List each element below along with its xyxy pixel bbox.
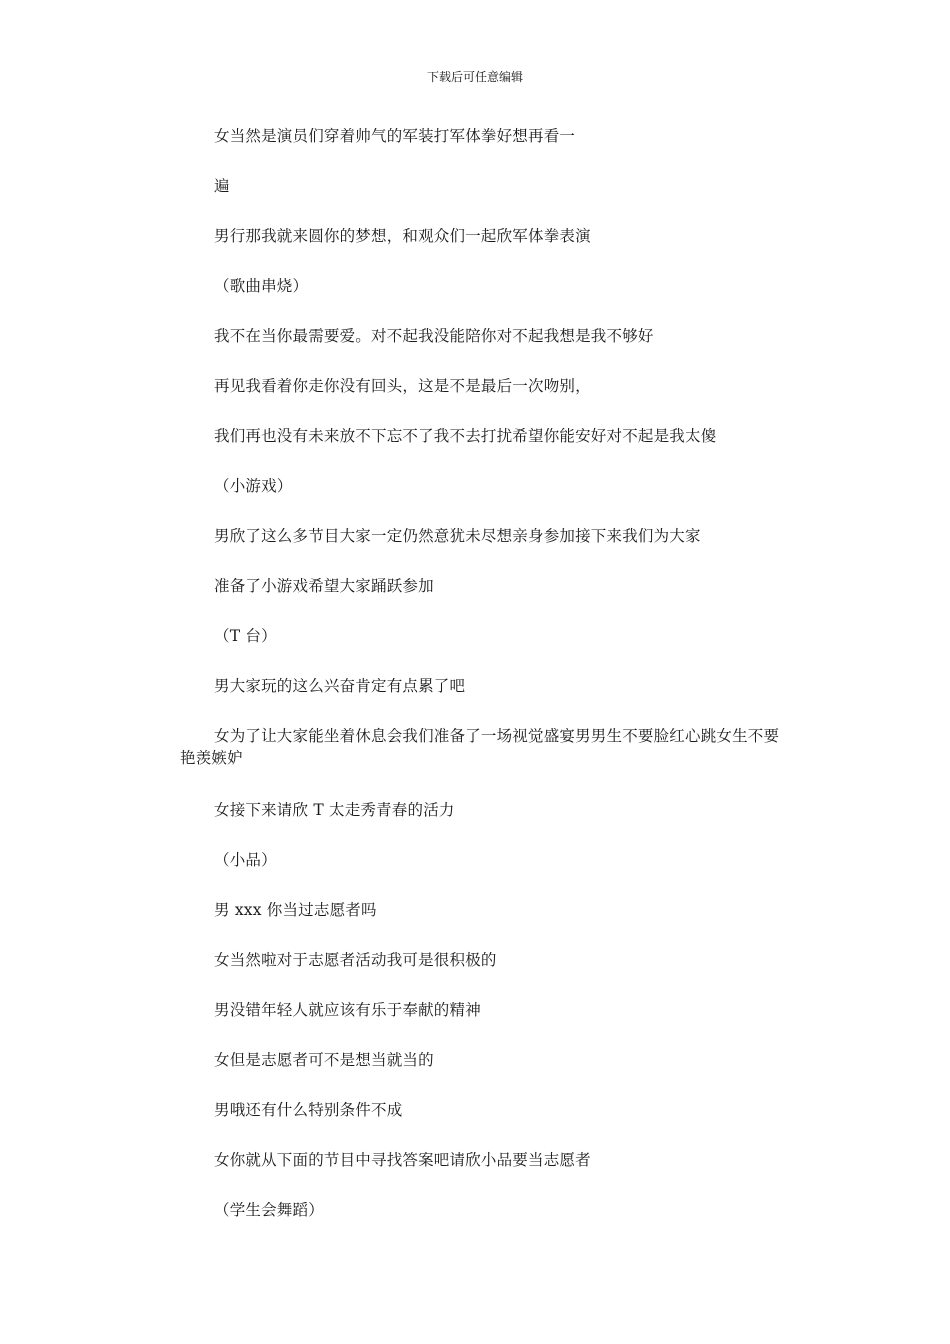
- script-line: 男欣了这么多节目大家一定仍然意犹未尽想亲身参加接下来我们为大家: [214, 527, 701, 545]
- section-heading: （小游戏）: [214, 477, 293, 495]
- script-line: 女但是志愿者可不是想当就当的: [214, 1051, 434, 1069]
- page-header: 下载后可任意编辑: [426, 70, 523, 84]
- lyric-line: 我们再也没有未来放不下忘不了我不去打扰希望你能安好对不起是我太傻: [214, 427, 717, 445]
- lyric-line: 我不在当你最需要爱。对不起我没能陪你对不起我想是我不够好: [214, 327, 654, 345]
- section-heading: （T 台）: [214, 627, 277, 645]
- lyric-line: 再见我看着你走你没有回头，这是不是最后一次吻别，: [214, 377, 591, 395]
- script-line: 女接下来请欣 T 太走秀青春的活力: [214, 801, 455, 819]
- script-line: 女当然啦对于志愿者活动我可是很积极的: [214, 951, 497, 969]
- script-line: 男行那我就来圆你的梦想，和观众们一起欣军体拳表演: [214, 227, 591, 245]
- script-line: 遍: [214, 177, 230, 195]
- script-line: 男大家玩的这么兴奋肯定有点累了吧: [214, 677, 466, 695]
- script-line: 女当然是演员们穿着帅气的军装打军体拳好想再看一: [214, 127, 576, 145]
- script-line: 男 xxx 你当过志愿者吗: [214, 901, 377, 919]
- section-heading: （小品）: [214, 851, 277, 869]
- script-line: 女你就从下面的节目中寻找答案吧请欣小品要当志愿者: [214, 1151, 591, 1169]
- script-line: 男哦还有什么特别条件不成: [214, 1101, 403, 1119]
- section-heading: （歌曲串烧）: [214, 277, 309, 295]
- script-paragraph: 女为了让大家能坐着休息会我们准备了一场视觉盛宴男男生不要脸红心跳女生不要艳羡嫉妒: [180, 727, 780, 767]
- section-heading: （学生会舞蹈）: [214, 1201, 324, 1219]
- script-line: 男没错年轻人就应该有乐于奉献的精神: [214, 1001, 481, 1019]
- script-line: 准备了小游戏希望大家踊跃参加: [214, 577, 434, 595]
